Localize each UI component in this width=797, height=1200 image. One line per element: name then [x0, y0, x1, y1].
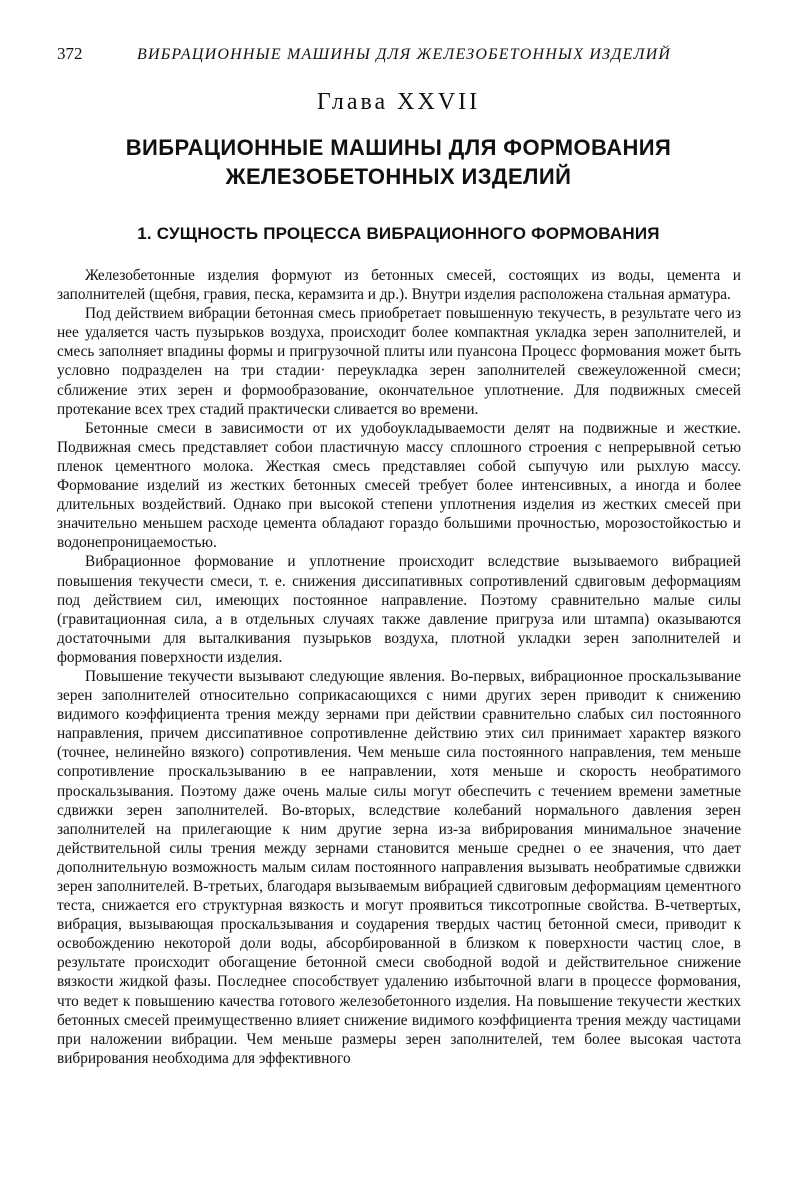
paragraph: Бетонные смеси в зависимости от их удобоукладываемости делят на подвижные и жесткие. Подвижная смесь представляет собои пластичную массу сплошного строения с непрерывной сетью пленок цементного молока. Жесткая смесь представляеı собой сыпучую или рыхлую массу. Формование изделий из жестких бетонных смесей требует более интенсивных, а иногда и более длительных воздействий. Однако при высокой степени уплотнения изделия из жестких смесей при значительно меньшем расходе цемента обладают гораздо большими прочностью, морозостойкостью и водонепроницаемостью.: [57, 419, 741, 552]
page-number: 372: [57, 44, 83, 63]
paragraph: Повышение текучести вызывают следующие явления. Во-первых, вибрационное проскальзывание зерен заполнителей относительно соприкасающихся с ними других зерен приводит к снижению видимого коэффициента трения между зернами при действии сравнительно слабых сил постоянного направления, причем диссипативное сопротивленне действию этих сил принимает характер вязкого (точнее, нелинейно вязкого) сопротивления. Чем меньше сила постоянного направления, тем меньше сопротивление проскальзыванию в ее направлении, хотя меньше и скорость необратимого проскальзывания. Поэтому даже очень малые силы могут обеспечить с течением времени заметные сдвижки зерен заполнителей. Во-вторых, вследствие колебаний нормального давления зерен заполнителей на прилегающие к ним другие зерна из-за вибрирования минимальное значение действительной силы трения между зернами становится меньше среднеı о ее значения, что дает дополнительную возможность малым силам постоянного направления вызывать необратимые сдвижки зерен заполнителей. В-третьих, благодаря вызываемым вибрацией сдвиговым деформациям цементного теста, снижается его структурная вязкость и могут проявиться тиксотропные свойства. В-четвертых, вибрация, вызывающая проскальзывания и соударения твердых частиц бетонной смеси, приводит к освобождению некоторой доли воды, абсорбированной в близком к поверхности частиц слое, в результате происходит обогащение бетонной смеси свободной водой и действительное снижение вязкости жидкой фазы. Последнее способствует удалению избыточной влаги в процессе формования, что ведет к повышению качества готового железобетонного изделия. На повышение текучести жестких бетонных смесей преимущественно влияет снижение видимого коэффициента трения между частицами при наложении вибрации. Чем меньше размеры зерен заполнителей, тем более высокая частота вибрирования необходима для эффективного: [57, 667, 741, 1067]
body-text: [57, 266, 741, 1068]
section-heading: 1. СУЩНОСТЬ ПРОЦЕССА ВИБРАЦИОННОГО ФОРМОВАНИЯ: [137, 224, 660, 243]
chapter-title-line-1: ВИБРАЦИОННЫЕ МАШИНЫ ДЛЯ ФОРМОВАНИЯ: [125, 135, 672, 160]
running-title: ВИБРАЦИОННЫЕ МАШИНЫ ДЛЯ ЖЕЛЕЗОБЕТОННЫХ ИЗДЕЛИЙ: [137, 46, 672, 63]
paragraph: Под действием вибрации бетонная смесь приобретает повышенную текучесть, в результате чего из нее удаляется часть пузырьков воздуха, происходит более компактная укладка зерен заполнителей, и смесь заполняет впадины формы и пригрузочной плиты или пуансона Процесс формования может быть условно подразделен на три стадии· переукладка зерен заполнителей свежеуложенной смеси; сближение этих зерен и формообразование, окончательное уплотнение. Для подвижных смесей протекание всех трех стадий практически сливается во времени.: [57, 305, 741, 418]
chapter-title: [0, 133, 797, 191]
paragraph: Вибрационное формование и уплотнение происходит вследствие вызываемого вибрацией повышения текучести смеси, т. е. снижения диссипативных сопротивлений сдвиговым деформациям под действием сил, имеющих постоянное направление. Поэтому сравнительно малые силы (гравитационная сила, а в отдельных случаях также давление пригруза или штампа) оказываются достаточными для выталкивания пузырьков воздуха, плотной укладки зерен заполнителей и формования поверхности изделия.: [57, 553, 741, 666]
chapter-title-line-2: ЖЕЛЕЗОБЕТОННЫХ ИЗДЕЛИЙ: [225, 164, 572, 189]
paragraph: Железобетонные изделия формуют из бетонных смесей, состоящих из воды, цемента и заполнителей (щебня, гравия, песка, керамзита и др.). Внутри изделия расположена стальная арматура.: [57, 267, 741, 304]
running-header: [57, 44, 741, 70]
chapter-label: Глава XXVII: [316, 89, 481, 115]
